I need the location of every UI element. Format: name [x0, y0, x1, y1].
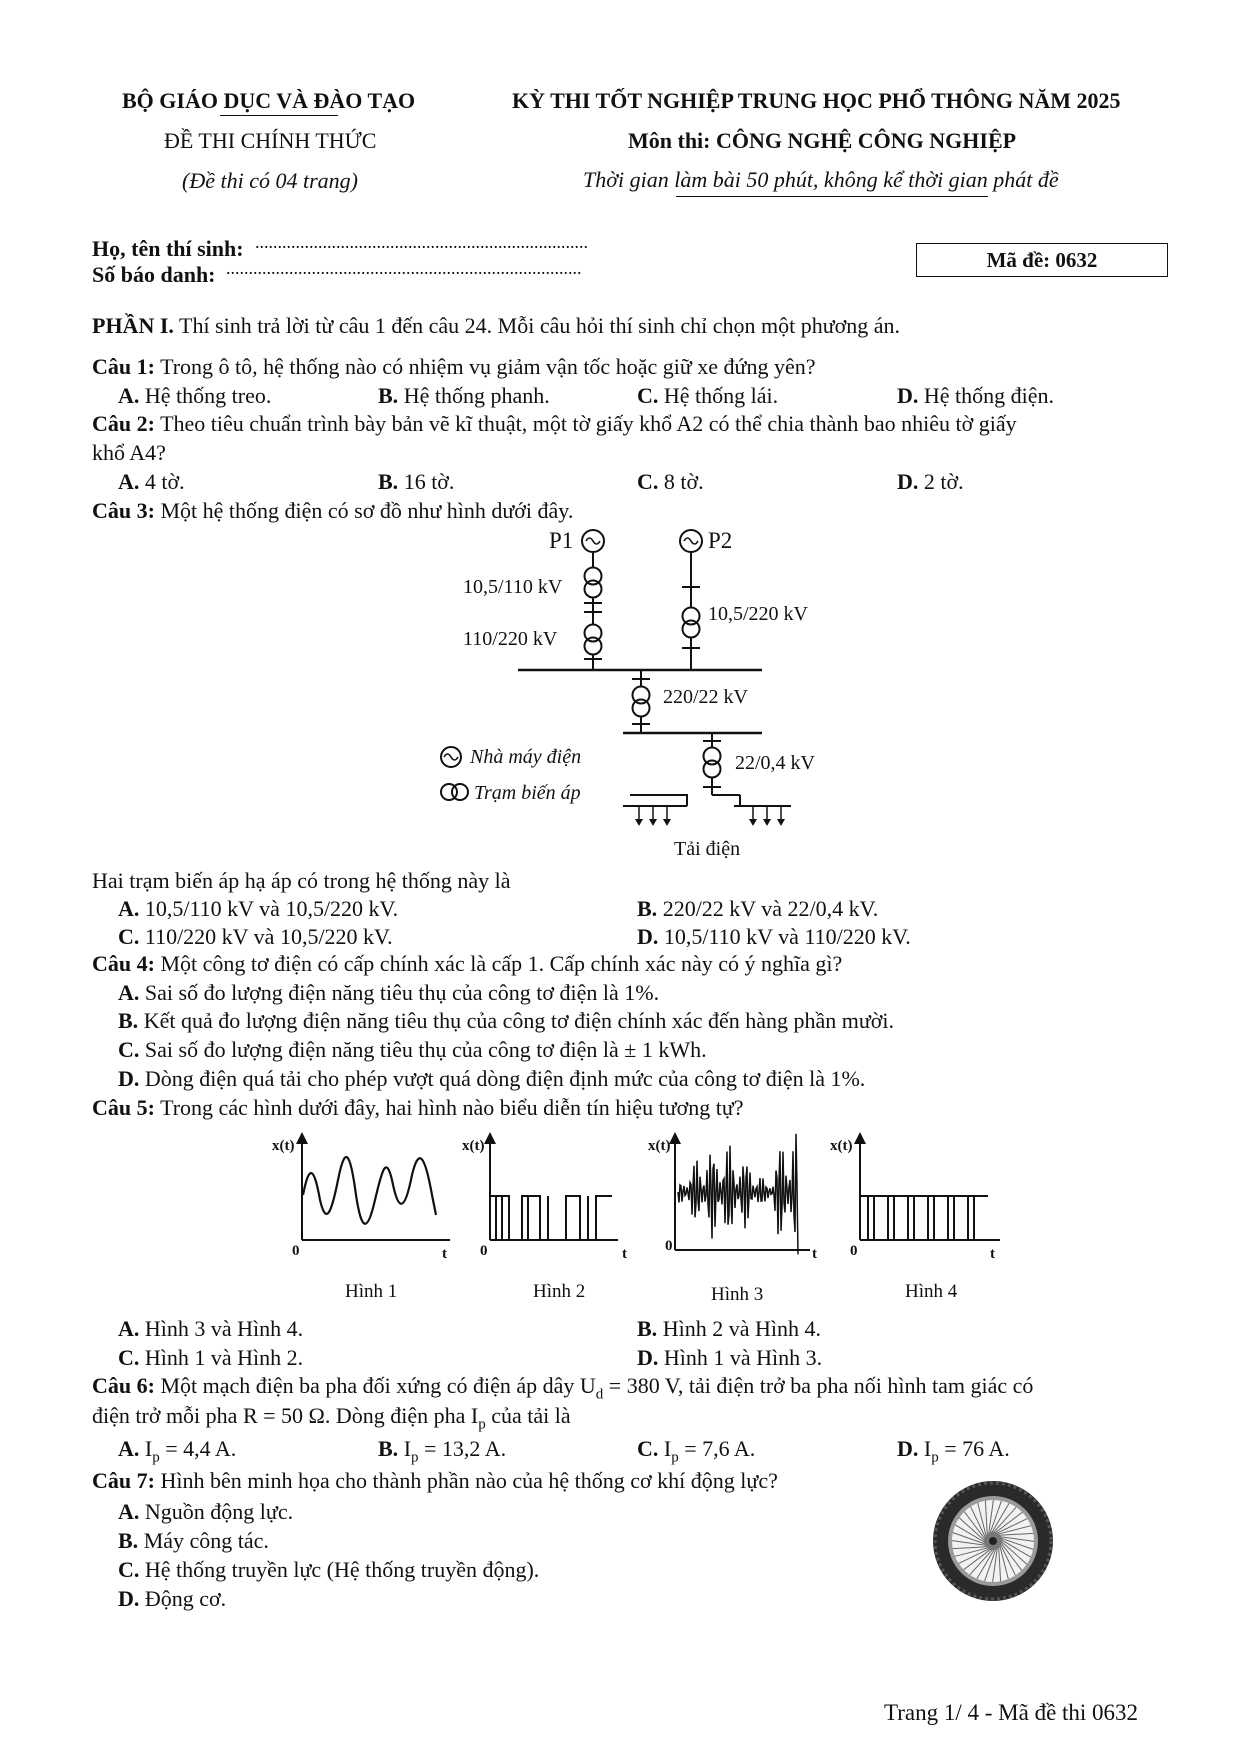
q6-option-b: B. $I_p = 13,2$ A. [378, 1436, 507, 1466]
fig4-caption: Hình 4 [905, 1281, 958, 1302]
pages-note: (Đề thi có 04 trang) [182, 168, 358, 193]
q1-text: Trong ô tô, hệ thống nào có nhiệm vụ giảm vận tốc hoặc giữ xe đứng yên? [160, 354, 816, 379]
q2-option-c: C. 8 tờ. [637, 469, 704, 494]
q6-stem: Câu 6: Một mạch điện ba pha đối xứng có điện áp dây $U_d = 380$ V, tải điện trở ba pha nối hình tam giác có [92, 1373, 1034, 1403]
q7-option-a: A. Nguồn động lực. [118, 1499, 294, 1524]
id-dots: ............................................................................... [226, 258, 582, 278]
q4-option-d: D. Dòng điện quá tải cho phép vượt quá dòng điện định mức của công tơ điện là 1%. [118, 1066, 866, 1091]
q2-text: Theo tiêu chuẩn trình bày bản vẽ kĩ thuật, một tờ giấy khổ A2 có thể chia thành bao nhiêu tờ giấy [160, 411, 1017, 436]
q5-option-c: C. Hình 1 và Hình 2. [118, 1345, 304, 1370]
q6-option-a: A. $I_p = 4,4$ A. [118, 1436, 237, 1466]
q7-text: Hình bên minh họa cho thành phần nào của hệ thống cơ khí động lực? [160, 1468, 778, 1493]
q2-stem [92, 411, 1017, 437]
fig4-origin: 0 [850, 1243, 858, 1259]
q3-question: Hai trạm biến áp hạ áp có trong hệ thống này là [92, 868, 511, 893]
p2-label: P2 [708, 528, 733, 553]
t4-label: 220/22 kV [663, 686, 748, 708]
q3-label: Câu 3: [92, 498, 155, 523]
q3-option-d: D. 10,5/110 kV và 110/220 kV. [637, 924, 911, 949]
q4-option-c: C. Sai số đo lượng điện năng tiêu thụ của công tơ điện là ± 1 kWh. [118, 1037, 707, 1062]
q3-option-a: A. 10,5/110 kV và 10,5/220 kV. [118, 896, 399, 921]
fig1-caption: Hình 1 [345, 1281, 398, 1302]
q7-option-b: B. Máy công tác. [118, 1528, 269, 1553]
q4-label: Câu 4: [92, 951, 155, 976]
part1-line [92, 313, 900, 339]
name-label: Họ, tên thí sinh: [92, 236, 244, 261]
legend-plant: Nhà máy điện [470, 746, 582, 768]
fig4-ylabel: x(t) [830, 1138, 853, 1154]
fig1-ylabel: x(t) [272, 1138, 295, 1154]
power-system-diagram [430, 520, 830, 865]
ministry-underline [220, 115, 338, 116]
time-underline [676, 196, 988, 197]
p1-label: P1 [549, 528, 574, 553]
q2-text2: khổ A4? [92, 440, 166, 465]
t3-label: 10,5/220 kV [708, 603, 808, 625]
fig3-origin: 0 [665, 1238, 673, 1254]
q4-option-a: A. Sai số đo lượng điện năng tiêu thụ của công tơ điện là 1%. [118, 980, 660, 1005]
q5-option-a: A. Hình 3 và Hình 4. [118, 1316, 304, 1341]
fig3-ylabel: x(t) [648, 1138, 671, 1154]
q6-stem-2: điện trở mỗi pha R = 50 Ω. Dòng điện pha $I_p$ của tải là [92, 1403, 571, 1433]
q6-option-c: C. $I_p = 7,6$ A. [637, 1436, 756, 1466]
q7-stem [92, 1468, 778, 1494]
q4-text: Một công tơ điện có cấp chính xác là cấp 1. Cấp chính xác này có ý nghĩa gì? [160, 951, 843, 976]
time-note: Thời gian làm bài 50 phút, không kể thời gian phát đề [583, 167, 1059, 192]
q7-option-d: D. Động cơ. [118, 1586, 227, 1611]
q5-text: Trong các hình dưới đây, hai hình nào biểu diễn tín hiệu tương tự? [160, 1095, 744, 1120]
q6-option-d: D. $I_p = 76$ A. [897, 1436, 1010, 1466]
q7-option-c: C. Hệ thống truyền lực (Hệ thống truyền động). [118, 1557, 540, 1582]
subject: Môn thi: CÔNG NGHỆ CÔNG NGHIỆP [628, 128, 1017, 153]
q5-option-d: D. Hình 1 và Hình 3. [637, 1345, 823, 1370]
t5-label: 22/0,4 kV [735, 752, 815, 774]
part1-label: PHẦN I. [92, 313, 174, 338]
signal-figures [260, 1125, 1005, 1315]
fig3-caption: Hình 3 [711, 1284, 764, 1305]
q7-label: Câu 7: [92, 1468, 155, 1493]
official-label: ĐỀ THI CHÍNH THỨC [164, 128, 377, 153]
wheel-icon [930, 1478, 1056, 1604]
q4-stem [92, 951, 842, 977]
part1-text: Thí sinh trả lời từ câu 1 đến câu 24. Mỗi câu hỏi thí sinh chỉ chọn một phương án. [179, 313, 901, 338]
fig2-caption: Hình 2 [533, 1281, 586, 1302]
fig1-origin: 0 [292, 1243, 300, 1259]
q6-label: Câu 6: [92, 1373, 155, 1398]
q1-stem [92, 354, 815, 380]
figure3-noisy-signal [678, 1134, 798, 1255]
q5-option-b: B. Hình 2 và Hình 4. [637, 1316, 821, 1341]
q1-option-a: A. Hệ thống treo. [118, 383, 272, 408]
t1-label: 10,5/110 kV [463, 576, 563, 598]
fig3-xlabel: t [812, 1246, 817, 1262]
q2-option-d: D. 2 tờ. [897, 469, 964, 494]
load-label: Tải điện [674, 838, 741, 860]
q3-option-c: C. 110/220 kV và 10,5/220 kV. [118, 924, 393, 949]
load-arrows [635, 806, 785, 826]
ministry-name: BỘ GIÁO DỤC VÀ ĐÀO TẠO [122, 88, 416, 113]
q5-stem [92, 1095, 744, 1121]
q4-option-b: B. Kết quả đo lượng điện năng tiêu thụ của công tơ điện chính xác đến hàng phần mười. [118, 1008, 895, 1033]
t2-label: 110/220 kV [463, 628, 558, 650]
exam-title: KỲ THI TỐT NGHIỆP TRUNG HỌC PHỔ THÔNG NĂM 2025 [512, 88, 1121, 113]
exam-code-box: Mã đề: 0632 [916, 243, 1168, 277]
fig2-xlabel: t [622, 1246, 627, 1262]
id-label: Số báo danh: [92, 262, 216, 287]
q1-option-b: B. Hệ thống phanh. [378, 383, 550, 408]
page-footer: Trang 1/ 4 - Mã đề thi 0632 [884, 1700, 1139, 1725]
q2-option-a: A. 4 tờ. [118, 469, 185, 494]
q1-option-c: C. Hệ thống lái. [637, 383, 779, 408]
q3-text: Một hệ thống điện có sơ đồ như hình dưới đây. [160, 498, 574, 523]
name-dots: .......................................................................... [255, 232, 588, 252]
fig1-xlabel: t [442, 1246, 447, 1262]
q1-label: Câu 1: [92, 354, 155, 379]
q5-label: Câu 5: [92, 1095, 155, 1120]
fig2-ylabel: x(t) [462, 1138, 485, 1154]
fig2-origin: 0 [480, 1243, 488, 1259]
q2-option-b: B. 16 tờ. [378, 469, 455, 494]
q2-label: Câu 2: [92, 411, 155, 436]
fig4-xlabel: t [990, 1246, 995, 1262]
q1-option-d: D. Hệ thống điện. [897, 383, 1055, 408]
q3-option-b: B. 220/22 kV và 22/0,4 kV. [637, 896, 879, 921]
legend-station: Trạm biến áp [474, 782, 581, 804]
